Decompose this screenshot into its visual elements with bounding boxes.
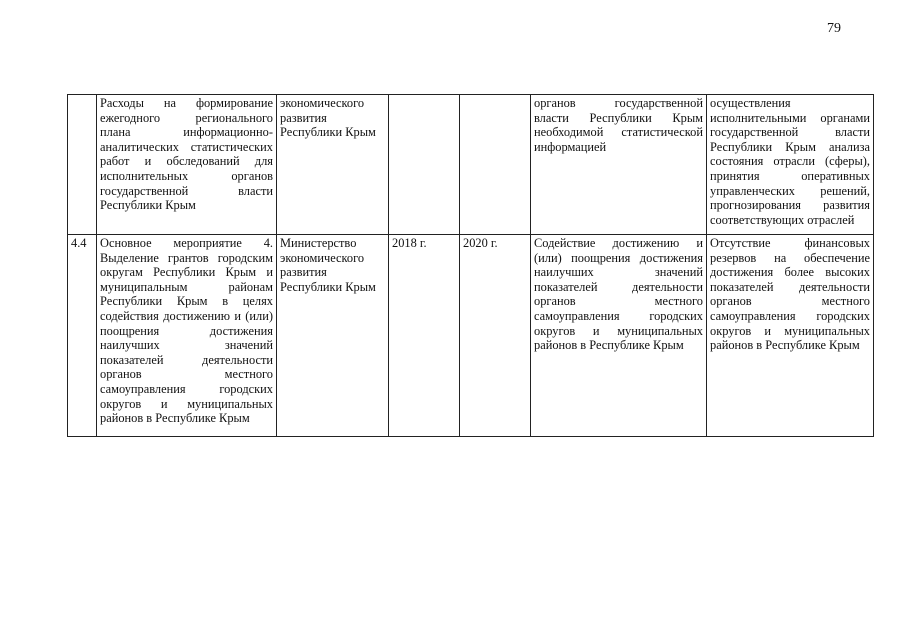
start-year-cell: 2018 г. <box>389 235 460 437</box>
event-cell: Основное мероприятие 4. Выделение грантов городским округам Республики Крым и муниципальным районам Республики Крым в целях содействия достижению и (или) поощрения достижения наилучших значений показателей деятельности органов местного самоуправления городских округов и муниципальных районов в Республике Крым <box>97 235 277 437</box>
table-row <box>68 95 874 235</box>
executor-cell: экономического развития Республики Крым <box>277 95 389 235</box>
start-year-cell <box>389 95 460 235</box>
page-number: 79 <box>827 21 841 36</box>
executor-cell: Министерство экономического развития Республики Крым <box>277 235 389 437</box>
row-number-cell: 4.4 <box>68 235 97 437</box>
end-year-cell: 2020 г. <box>460 235 531 437</box>
row-number-cell <box>68 95 97 235</box>
result-cell: органов государственной власти Республики Крым необходимой статистической информацией <box>531 95 707 235</box>
end-year-cell <box>460 95 531 235</box>
event-cell: Расходы на формирование ежегодного регионального плана информационно-аналитических статистических работ и обследований для исполнительных органов государственной власти Республики Крым <box>97 95 277 235</box>
result-cell: Содействие достижению и (или) поощрения достижения наилучших значений показателей деятельности органов местного самоуправления городских округов и муниципальных районов в Республике Крым <box>531 235 707 437</box>
consequences-cell: осуществления исполнительными органами государственной власти Республики Крым анализа состояния отрасли (сферы), принятия оперативных управленческих решений, прогнозирования развития соответствующих отраслей <box>707 95 874 235</box>
table-row <box>68 235 874 437</box>
consequences-cell: Отсутствие финансовых резервов на обеспечение достижения более высоких показателей деятельности органов местного самоуправления городских округов и муниципальных районов в Республике Крым <box>707 235 874 437</box>
measures-table <box>67 94 874 437</box>
